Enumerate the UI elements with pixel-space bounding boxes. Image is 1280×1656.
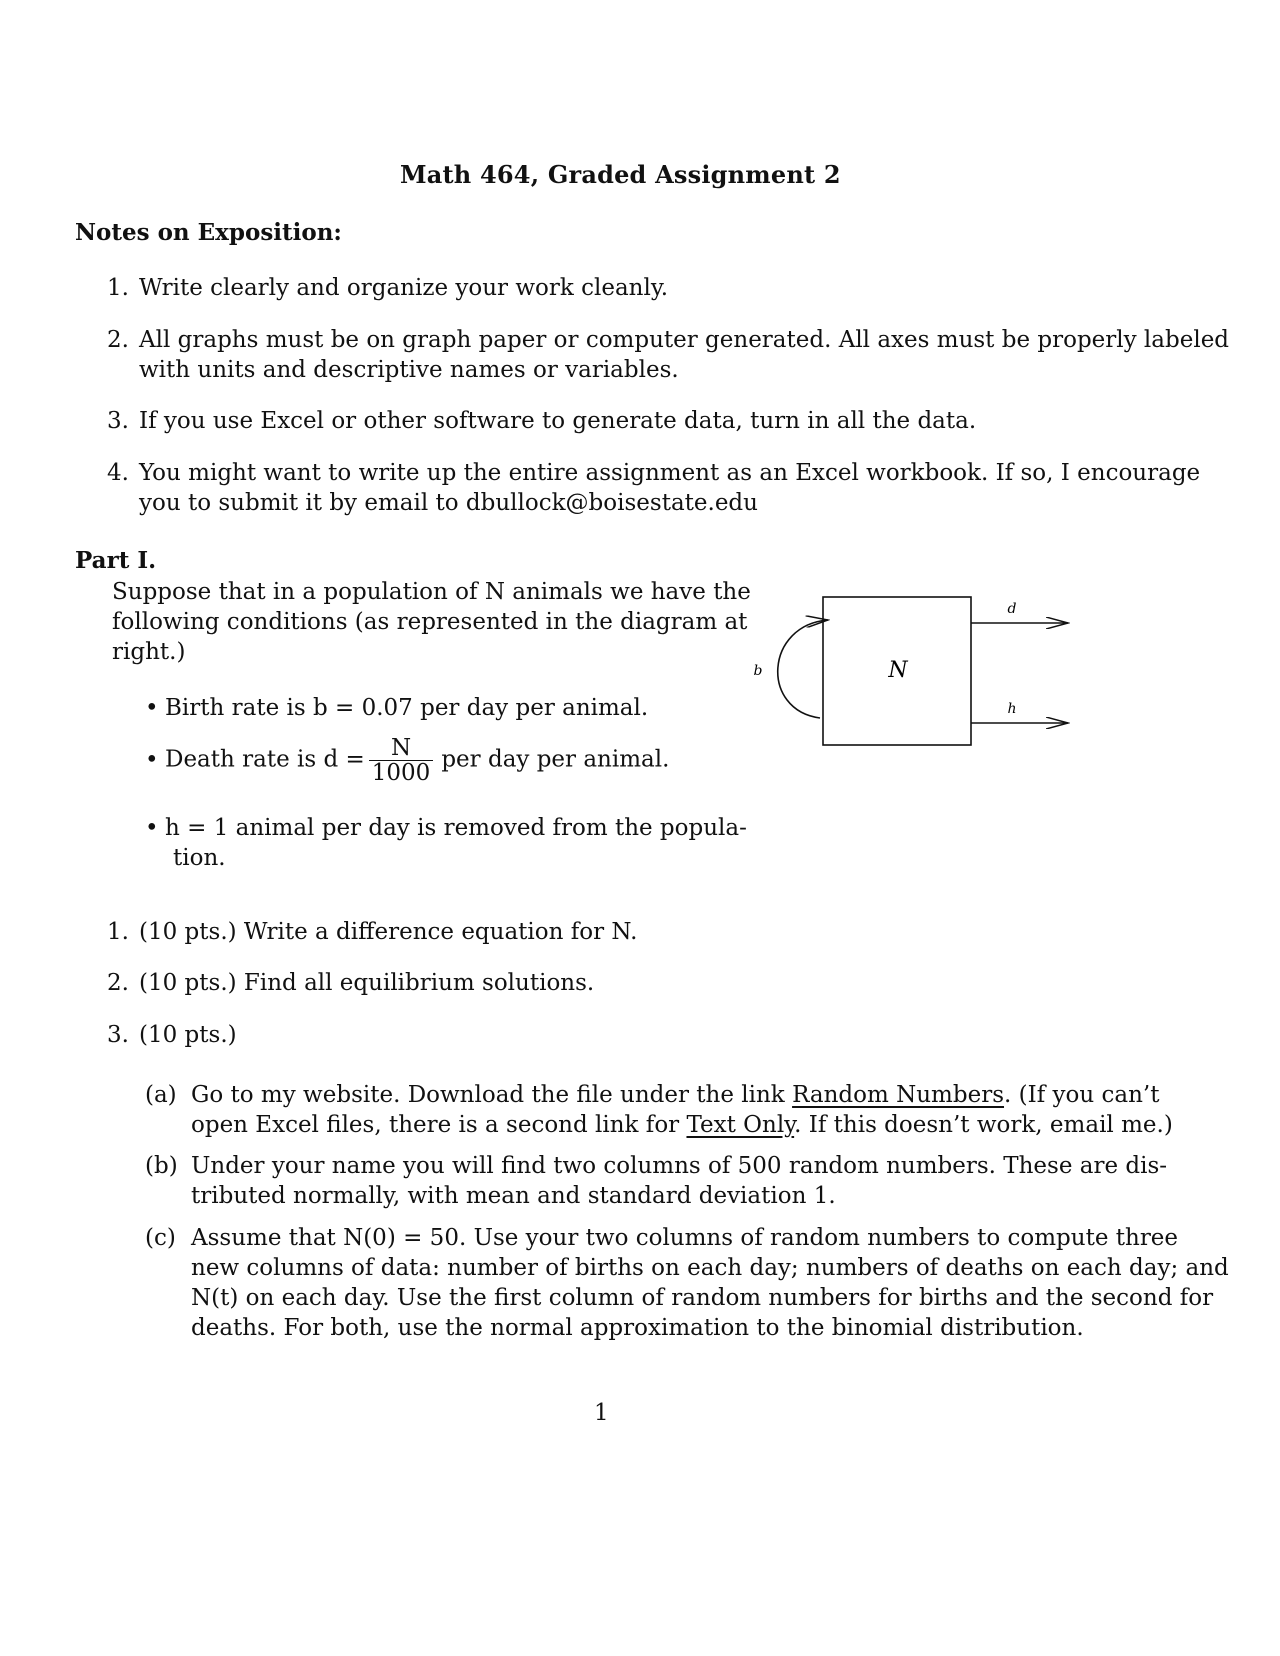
note-item-1: [95, 273, 668, 303]
question-2: [95, 968, 594, 998]
question-number: 3.: [107, 1022, 129, 1048]
question-text: (10 pts.) Write a difference equation for N.: [139, 919, 638, 945]
note-text: Write clearly and organize your work cleanly.: [139, 275, 669, 301]
bullet-icon: •: [145, 746, 159, 773]
random-numbers-link[interactable]: Random Numbers: [792, 1082, 1005, 1108]
subpart-text: . If this doesn’t work, email me.): [794, 1112, 1173, 1138]
birth-label: b: [753, 663, 763, 679]
fraction-numerator: N: [369, 736, 434, 761]
part1-intro-line: Suppose that in a population of N animals we have the: [112, 579, 751, 605]
question-text: (10 pts.) Find all equilibrium solutions.: [139, 970, 595, 996]
harvest-label: h: [1007, 701, 1017, 717]
subpart-c-continued: deaths. For both, use the normal approximation to the binomial distribution.: [191, 1315, 1084, 1341]
part1-intro-line: following conditions (as represented in the diagram at: [112, 609, 748, 635]
question-text: (10 pts.): [139, 1022, 237, 1048]
part1-intro-line: right.): [112, 639, 186, 665]
subpart-label: (b): [145, 1153, 178, 1179]
page-title: Math 464, Graded Assignment 2: [400, 160, 841, 189]
fraction-denominator: 1000: [371, 760, 431, 786]
bullet-birth-rate: [145, 693, 648, 723]
bullet-text: Death rate is d =: [165, 746, 365, 773]
subpart-text: open Excel files, there is a second link for: [191, 1112, 680, 1138]
note-number: 2.: [107, 327, 129, 353]
subpart-b: [145, 1151, 1167, 1181]
subpart-text: . (If you can’t: [1004, 1082, 1160, 1108]
question-1: [95, 917, 637, 947]
bullet-harvest-continued: tion.: [173, 845, 226, 871]
bullet-death-rate: [145, 736, 669, 785]
subpart-text: Under your name you will find two columns of 500 random numbers. These are dis-: [191, 1153, 1168, 1179]
bullet-text: Birth rate is b = 0.07 per day per animal.: [165, 695, 649, 721]
note-text: You might want to write up the entire assignment as an Excel workbook. If so, I encourage: [139, 460, 1201, 486]
subpart-label: (c): [145, 1225, 176, 1251]
note-item-4: [95, 458, 1200, 488]
subpart-text: Assume that N(0) = 50. Use your two columns of random numbers to compute three: [191, 1225, 1179, 1251]
subpart-c: [145, 1223, 1178, 1253]
question-number: 1.: [107, 919, 129, 945]
bullet-harvest: [145, 813, 747, 843]
bullet-text: per day per animal.: [441, 746, 670, 773]
death-label: d: [1007, 601, 1017, 617]
note-text: All graphs must be on graph paper or computer generated. All axes must be properly labeled: [139, 327, 1230, 353]
subpart-a: [145, 1080, 1159, 1110]
birth-arrow: [778, 620, 828, 718]
bullet-icon: •: [145, 815, 159, 841]
population-diagram: [740, 585, 1080, 755]
box-label: N: [888, 658, 908, 683]
note-text-continued: with units and descriptive names or variables.: [139, 357, 679, 383]
part1-heading: Part I.: [75, 547, 157, 574]
question-number: 2.: [107, 970, 129, 996]
note-text: If you use Excel or other software to generate data, turn in all the data.: [139, 408, 977, 434]
text-only-link[interactable]: Text Only: [686, 1112, 795, 1138]
bullet-text: h = 1 animal per day is removed from the popula-: [165, 815, 747, 841]
note-number: 1.: [107, 275, 129, 301]
subpart-c-continued: new columns of data: number of births on each day; numbers of deaths on each day; and: [191, 1255, 1229, 1281]
note-text-continued: you to submit it by email to dbullock@boisestate.edu: [139, 490, 758, 516]
subpart-a-continued: [191, 1110, 1173, 1140]
note-item-3: [95, 406, 976, 436]
page-number: 1: [594, 1400, 609, 1426]
notes-heading: Notes on Exposition:: [75, 219, 342, 246]
bullet-icon: •: [145, 695, 159, 721]
question-3: [95, 1020, 237, 1050]
note-item-2: [95, 325, 1229, 355]
note-number: 4.: [107, 460, 129, 486]
subpart-label: (a): [145, 1082, 177, 1108]
death-rate-fraction: [369, 736, 434, 785]
subpart-text: Go to my website. Download the file under the link: [191, 1082, 785, 1108]
subpart-b-continued: tributed normally, with mean and standard deviation 1.: [191, 1183, 836, 1209]
subpart-c-continued: N(t) on each day. Use the first column of random numbers for births and the second for: [191, 1285, 1214, 1311]
note-number: 3.: [107, 408, 129, 434]
